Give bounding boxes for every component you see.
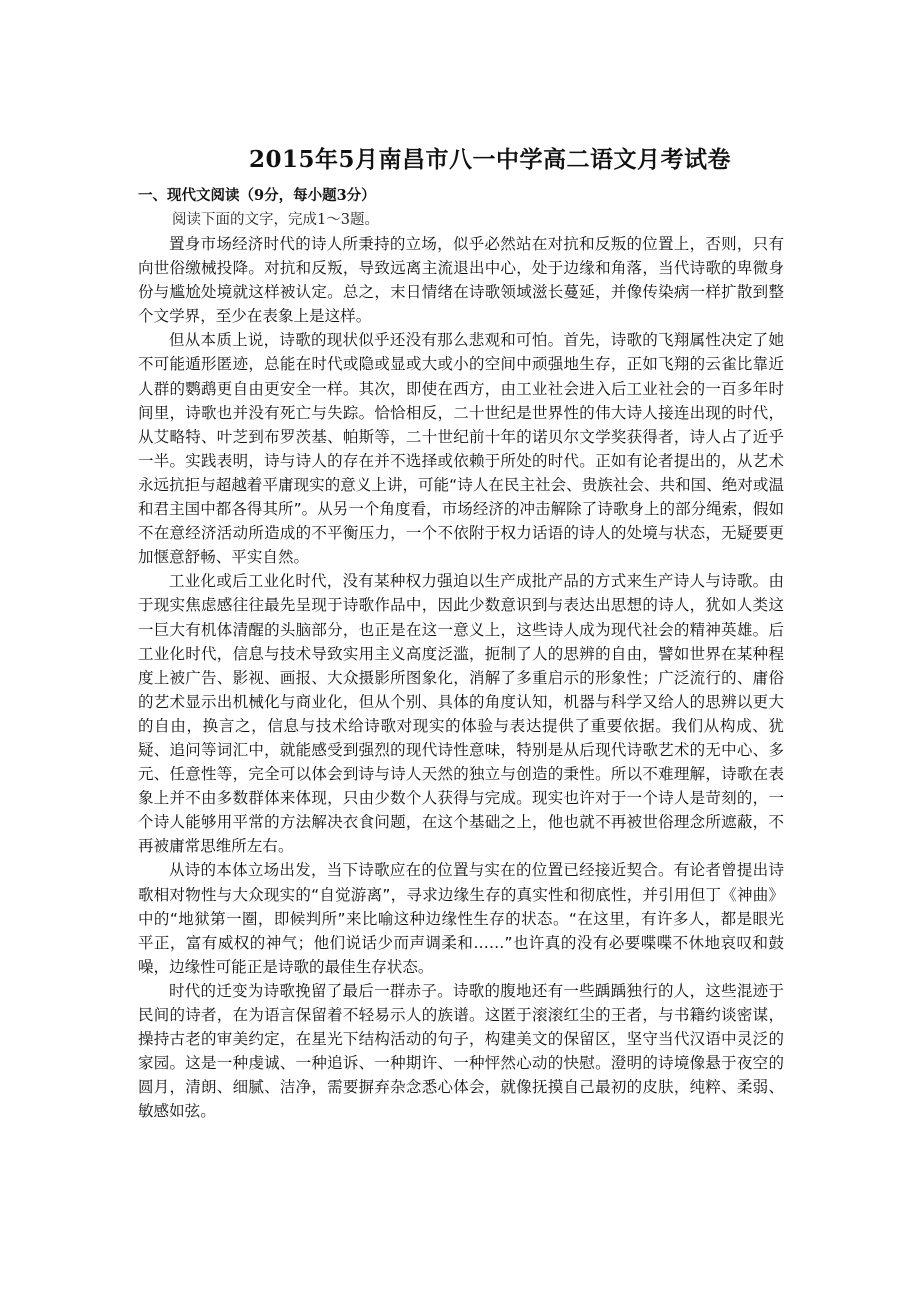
reading-passage <box>138 232 784 1123</box>
section-heading: 一、现代文阅读（9分，每小题3分） <box>138 187 376 204</box>
passage-paragraph-1: 置身市场经济时代的诗人所秉持的立场，似乎必然站在对抗和反叛的位置上，否则，只有向世俗缴械投降。对抗和反叛，导致远离主流退出中心，处于边缘和角落，当代诗歌的卑微身份与尴尬处境就这样被认定。总之，末日情绪在诗歌领域滋长蔓延，并像传染病一样扩散到整个文学界，至少在表象上是这样。 <box>138 235 784 326</box>
passage-paragraph-3: 工业化或后工业化时代，没有某种权力强迫以生产成批产品的方式来生产诗人与诗歌。由于现实焦虑感往往最先呈现于诗歌作品中，因此少数意识到与表达出思想的诗人，犹如人类这一巨大有机体清醒的头脑部分，也正是在这一意义上，这些诗人成为现代社会的精神英雄。后工业化时代，信息与技术导致实用主义高度泛滥，扼制了人的思辨的自由，譬如世界在某种程度上被广告、影视、画报、大众摄影所图象化，消解了多重启示的形象性；广泛流行的、庸俗的艺术显示出机械化与商业化，但从个别、具体的角度认知，机器与科学又给人的思辨以更大的自由，换言之，信息与技术给诗歌对现实的体验与表达提供了重要依据。我们从构成、犹疑、追问等词汇中，就能感受到强烈的现代诗性意味，特别是从后现代诗歌艺术的无中心、多元、任意性等，完全可以体会到诗与诗人天然的独立与创造的秉性。所以不难理解，诗歌在表象上并不由多数群体来体现，只由少数个人获得与完成。现实也许对于一个诗人是苛刻的，一个诗人能够用平常的方法解决衣食问题，在这个基础之上，他也就不再被世俗理念所遮蔽，不再被庸常思维所左右。 <box>138 572 784 856</box>
passage-paragraph-4: 从诗的本体立场出发，当下诗歌应在的位置与实在的位置已经接近契合。有论者曾提出诗歌相对物性与大众现实的“自觉游离”，寻求边缘生存的真实性和彻底性，并引用但丁《神曲》中的“地狱第一圈，即候判所”来比喻这种边缘性生存的状态。“在这里，有许多人，都是眼光平正，富有威权的神气；他们说话少而声调柔和……”也许真的没有必要喋喋不休地哀叹和鼓噪，边缘性可能正是诗歌的最佳生存状态。 <box>138 861 784 976</box>
reading-instruction: 阅读下面的文字，完成1～3题。 <box>172 212 379 228</box>
page-title: 2015年5月南昌市八一中学高二语文月考试卷 <box>248 146 732 173</box>
passage-paragraph-2: 但从本质上说，诗歌的现状似乎还没有那么悲观和可怕。首先，诗歌的飞翔属性决定了她不可能遁形匿迹，总能在时代或隐或显或大或小的空间中顽强地生存，正如飞翔的云雀比靠近人群的鹦鹉更自由更安全一样。其次，即使在西方，由工业社会进入后工业社会的一百多年时间里，诗歌也并没有死亡与失踪。恰恰相反，二十世纪是世界性的伟大诗人接连出现的时代，从艾略特、叶芝到布罗茨基、帕斯等，二十世纪前十年的诺贝尔文学奖获得者，诗人占了近乎一半。实践表明，诗与诗人的存在并不选择或依赖于所处的时代。正如有论者提出的，从艺术永远抗拒与超越着平庸现实的意义上讲，可能“诗人在民主社会、贵族社会、共和国、绝对或温和君主国中都各得其所”。从另一个角度看，市场经济的冲击解除了诗歌身上的部分绳索，假如不在意经济活动所造成的不平衡压力，一个不依附于权力话语的诗人的处境与状态，无疑要更加惬意舒畅、平实自然。 <box>138 331 784 567</box>
passage-paragraph-5: 时代的迁变为诗歌挽留了最后一群赤子。诗歌的腹地还有一些踽踽独行的人，这些混迹于民间的诗者，在为语言保留着不轻易示人的族谱。这匿于滚滚红尘的王者，与书籍约谈密谋，操持古老的审美约定，在星光下结构活动的句子，构建美文的保留区，坚守当代汉语中灵泛的家园。这是一种虔诚、一种追诉、一种期许、一种怦然心动的快慰。澄明的诗境像悬于夜空的圆月，清朗、细腻、洁净，需要摒弃杂念悉心体会，就像抚摸自己最初的皮肤，纯粹、柔弱、敏感如弦。 <box>138 981 784 1121</box>
